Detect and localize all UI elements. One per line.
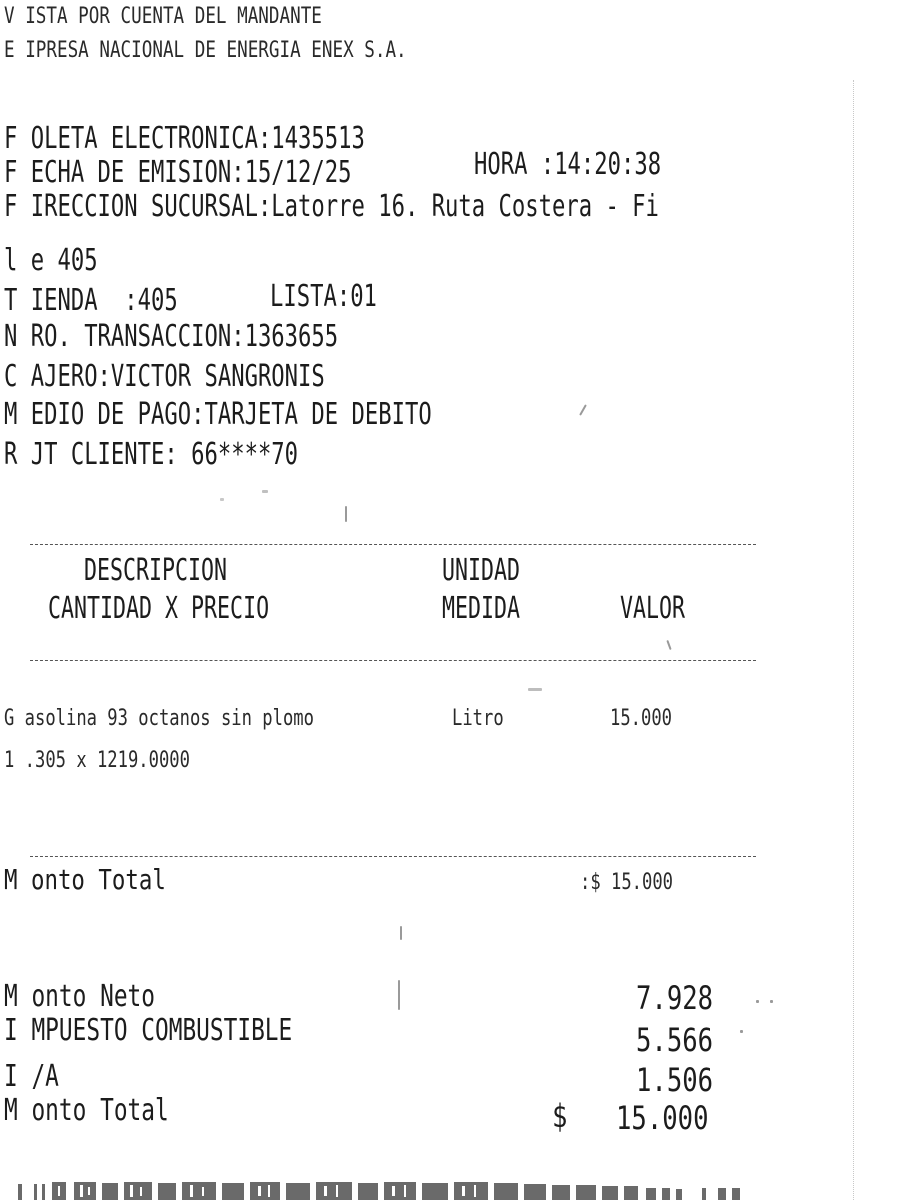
direccion-sucursal: F IRECCION SUCURSAL:Latorre 16. Ruta Costera - Fi xyxy=(4,189,659,224)
impuesto-combustible-value: 5.566 xyxy=(636,1021,714,1059)
item-value: 15.000 xyxy=(610,706,672,731)
hora-emision: HORA :14:20:38 xyxy=(474,147,662,182)
medio-de-pago: M EDIO DE PAGO:TARJETA DE DEBITO xyxy=(4,397,432,432)
scan-speck xyxy=(262,490,268,493)
impuesto-combustible-label: I MPUESTO COMBUSTIBLE xyxy=(4,1013,293,1048)
scan-speck xyxy=(740,1030,743,1033)
col-medida: MEDIDA xyxy=(442,591,521,626)
scan-speck xyxy=(400,926,402,940)
iva-value: 1.506 xyxy=(636,1061,714,1099)
monto-total-label: M onto Total xyxy=(4,1093,169,1128)
direccion-continuacion: l e 405 xyxy=(4,243,98,278)
subtotal-value: :$ 15.000 xyxy=(580,870,673,895)
cajero: C AJERO:VICTOR SANGRONIS xyxy=(4,359,325,394)
subtotal-label: M onto Total xyxy=(4,863,166,896)
lista: LISTA:01 xyxy=(270,279,377,314)
scan-speck xyxy=(398,980,400,1010)
paper-edge xyxy=(853,80,854,1200)
item-unit: Litro xyxy=(452,706,504,731)
scan-speck xyxy=(666,640,671,650)
scan-speck xyxy=(770,1000,773,1003)
boleta-number: F OLETA ELECTRONICA:1435513 xyxy=(4,121,365,156)
rut-cliente: R JT CLIENTE: 66****70 xyxy=(4,437,299,472)
monto-neto-value: 7.928 xyxy=(636,979,714,1017)
monto-neto-label: M onto Neto xyxy=(4,979,156,1014)
col-valor: VALOR xyxy=(620,591,686,626)
divider-top xyxy=(30,544,756,545)
monto-total-currency: $ xyxy=(552,1097,568,1135)
item-description: G asolina 93 octanos sin plomo xyxy=(4,706,314,731)
monto-total-value: 15.000 xyxy=(616,1099,709,1137)
garbled-print-strip xyxy=(18,1180,788,1200)
col-cantidad-precio: CANTIDAD X PRECIO xyxy=(48,591,270,626)
divider-columns xyxy=(30,660,756,661)
scan-speck xyxy=(345,506,347,522)
tienda: T IENDA :405 xyxy=(4,283,178,318)
divider-items xyxy=(30,856,756,857)
scan-speck xyxy=(579,404,587,415)
header-line-1: V ISTA POR CUENTA DEL MANDANTE xyxy=(4,4,322,29)
col-unidad: UNIDAD xyxy=(442,553,521,588)
header-line-2: E IPRESA NACIONAL DE ENERGIA ENEX S.A. xyxy=(4,38,407,63)
iva-label: I /A xyxy=(4,1059,59,1094)
nro-transaccion: N RO. TRANSACCION:1363655 xyxy=(4,319,339,354)
item-qty-price: 1 .305 x 1219.0000 xyxy=(4,748,190,773)
scan-speck xyxy=(528,688,542,691)
scan-speck xyxy=(220,498,224,501)
col-descripcion: DESCRIPCION xyxy=(84,553,228,588)
fecha-emision: F ECHA DE EMISION:15/12/25 xyxy=(4,155,352,190)
scan-speck xyxy=(756,1000,759,1003)
